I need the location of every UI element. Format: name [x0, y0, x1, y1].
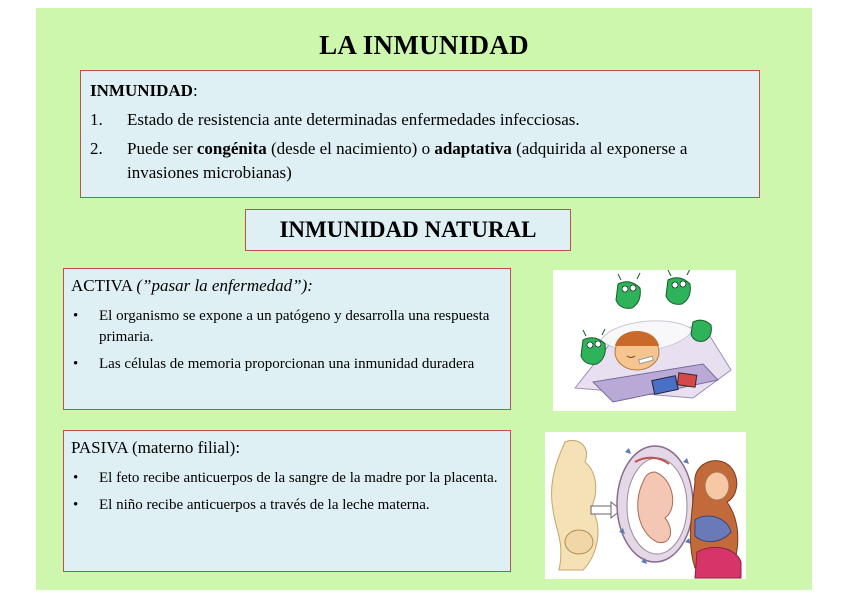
term-congenita: congénita	[196, 139, 267, 158]
bullet: •	[73, 356, 79, 372]
activa-subtitle: (”pasar la enfermedad”):	[136, 276, 313, 295]
bullet: •	[73, 308, 79, 324]
pasiva-heading: PASIVA (materno filial):	[71, 438, 241, 457]
bullet: •	[73, 497, 79, 513]
definition-item-text: Estado de resistencia ante determinadas enfermedades infecciosas.	[127, 110, 580, 129]
definition-heading: INMUNIDAD:	[90, 81, 198, 100]
activa-item	[71, 354, 502, 375]
activa-heading: ACTIVA (”pasar la enfermedad”):	[71, 276, 313, 295]
definition-item-2	[90, 137, 747, 185]
mother-fetus-illustration	[545, 432, 746, 579]
definition-item-text: Puede ser congénita (desde el nacimiento) o adaptativa (adquirida al exponerse a invasiones microbianas)	[127, 139, 688, 182]
pasiva-box	[63, 430, 511, 572]
definition-box	[80, 70, 760, 198]
definition-item-1	[90, 108, 747, 132]
pasiva-item	[71, 468, 502, 489]
term-adaptativa: adaptativa	[434, 139, 512, 158]
pasiva-item-text: El feto recibe anticuerpos de la sangre de la madre por la placenta.	[99, 470, 498, 486]
definition-item-number: 2.	[90, 139, 103, 158]
definition-item-number: 1.	[90, 110, 103, 129]
activa-box	[63, 268, 511, 410]
slide	[36, 8, 812, 590]
slide-title: LA INMUNIDAD	[319, 30, 529, 60]
sick-child-illustration	[553, 270, 736, 411]
pasiva-item-text: El niño recibe anticuerpos a través de la leche materna.	[99, 497, 430, 513]
activa-item-text: Las células de memoria proporcionan una inmunidad duradera	[99, 356, 475, 372]
activa-item-text: El organismo se expone a un patógeno y desarrolla una respuesta primaria.	[99, 308, 490, 345]
activa-item	[71, 306, 502, 348]
natural-immunity-title: INMUNIDAD NATURAL	[245, 209, 571, 251]
bullet: •	[73, 470, 79, 486]
pasiva-item	[71, 495, 502, 516]
